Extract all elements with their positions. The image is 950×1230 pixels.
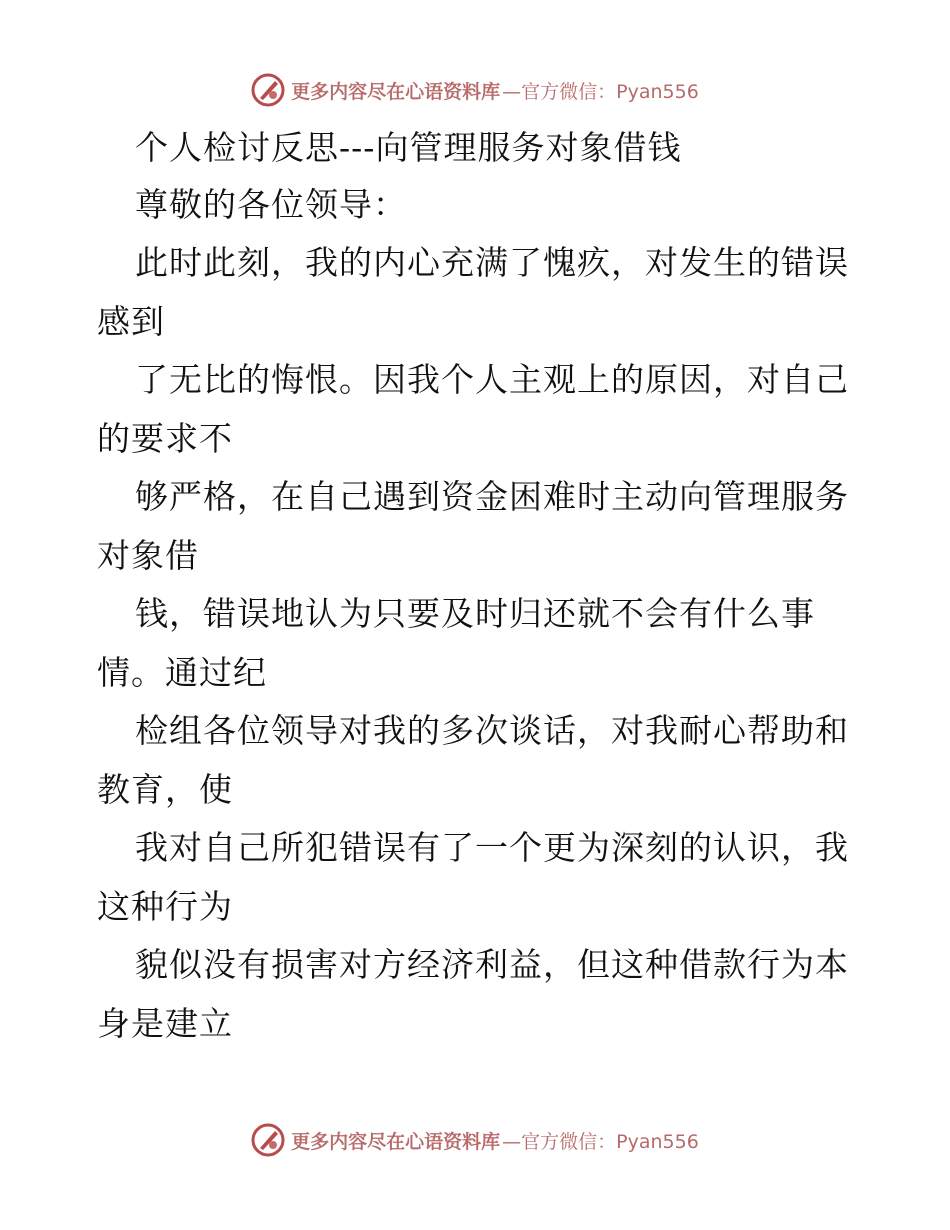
header-watermark (0, 70, 950, 110)
body-line: 了无比的悔恨。因我个人主观上的原因，对自己 (135, 360, 849, 399)
body-line: 貌似没有损害对方经济利益，但这种借款行为本 (135, 945, 849, 984)
watermark-brand-text: 更多内容尽在心语资料库 (291, 1130, 501, 1153)
body-line: 检组各位领导对我的多次谈话，对我耐心帮助和 (135, 711, 849, 750)
body-line: 对象借 (97, 536, 199, 575)
salutation: 尊敬的各位领导： (135, 185, 407, 224)
quill-logo-icon (251, 73, 285, 107)
footer-watermark (0, 1120, 950, 1160)
body-line: 钱，错误地认为只要及时归还就不会有什么事 (135, 594, 815, 633)
body-line: 这种行为 (97, 887, 233, 926)
body-line: 教育，使 (97, 770, 233, 809)
quill-logo-icon (251, 1123, 285, 1157)
watermark-contact-text: —官方微信：Pyan556 (502, 1130, 699, 1153)
body-line: 情。通过纪 (97, 653, 267, 692)
body-line: 身是建立 (97, 1004, 233, 1043)
body-line: 的要求不 (97, 419, 233, 458)
document-title: 个人检讨反思---向管理服务对象借钱 (135, 128, 682, 167)
body-line: 够严格，在自己遇到资金困难时主动向管理服务 (135, 477, 849, 516)
body-line: 感到 (97, 302, 165, 341)
body-line: 此时此刻，我的内心充满了愧疚，对发生的错误 (135, 243, 849, 282)
watermark-contact-text: —官方微信：Pyan556 (502, 80, 699, 103)
body-line: 我对自己所犯错误有了一个更为深刻的认识，我 (135, 828, 849, 867)
watermark-brand-text: 更多内容尽在心语资料库 (291, 80, 501, 103)
